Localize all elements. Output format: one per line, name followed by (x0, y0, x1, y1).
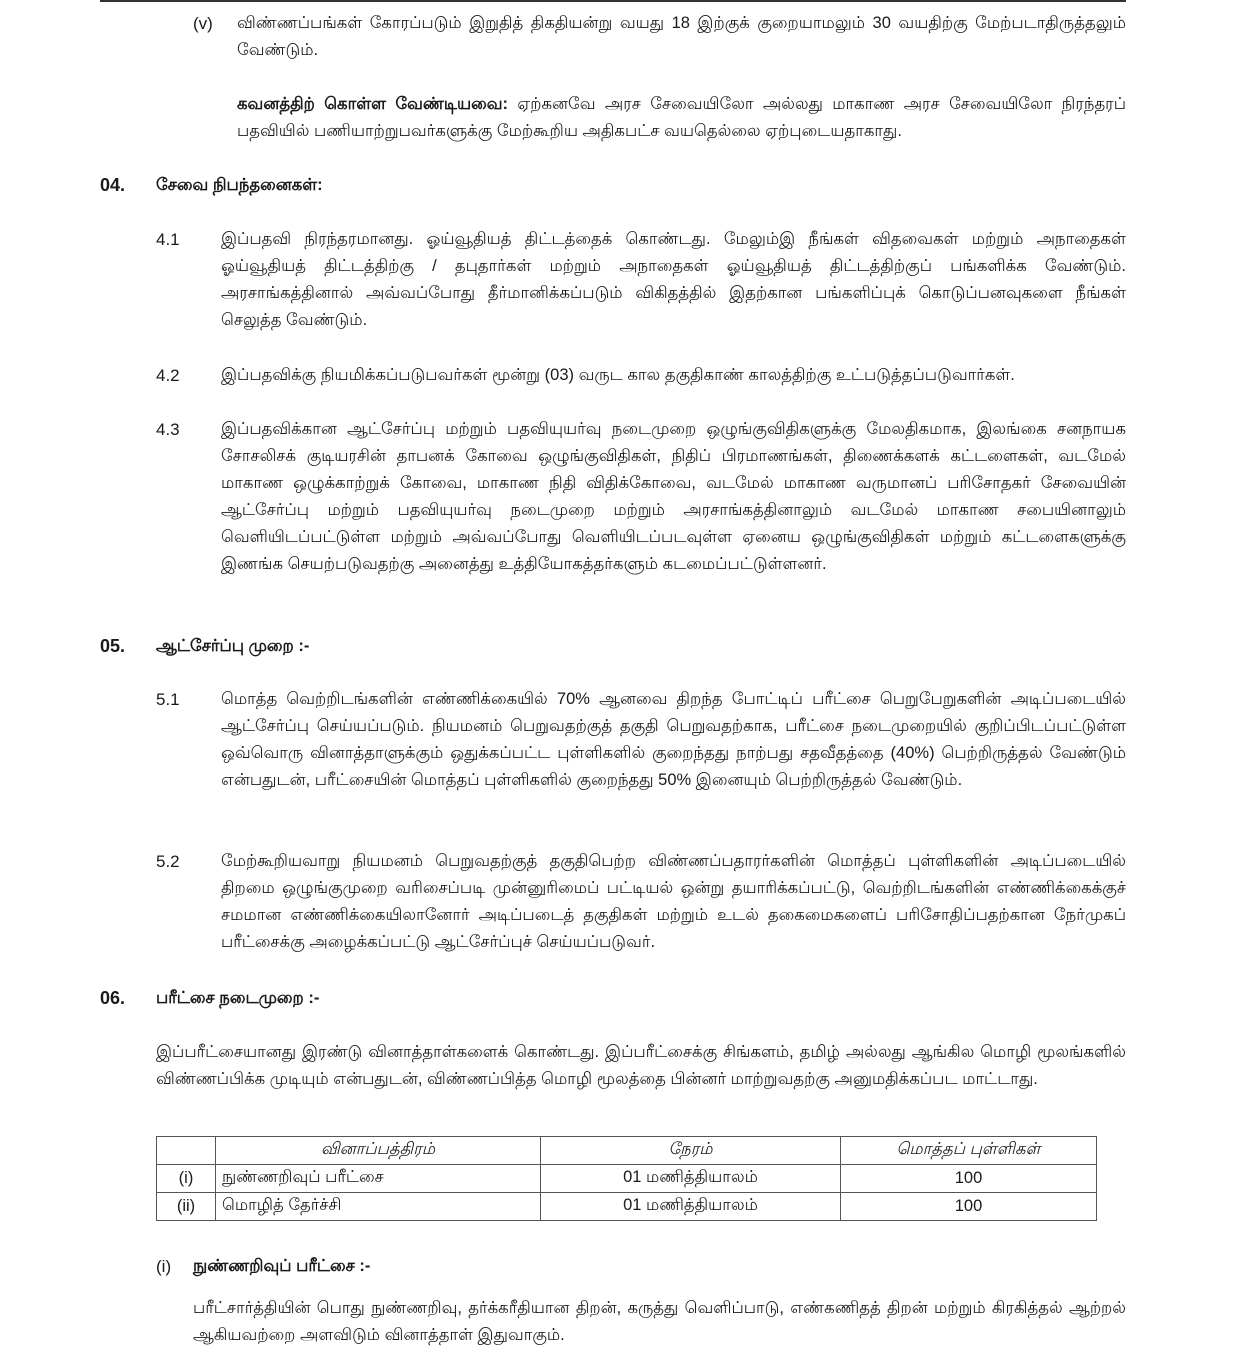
table-cell: 01 மணித்தியாலம் (541, 1193, 841, 1221)
section-06-title: பரீட்சை நடைமுறை :- (156, 989, 320, 1007)
item-v-text: விண்ணப்பங்கள் கோரப்படும் இறுதித் திகதியன்று வயது 18 இற்குக் குறையாமலும் 30 வயதிற்கு மேற்படாதிருத்தலும் வேண்டும். (237, 14, 1126, 59)
table-header-cell: நேரம் (541, 1137, 841, 1165)
table-cell: 100 (841, 1165, 1097, 1193)
table-cell: நுண்ணறிவுப் பரீட்சை (216, 1165, 541, 1193)
exam-table (156, 1136, 1097, 1221)
section-05-number: 05. (100, 636, 126, 656)
item-4-2-number: 4.2 (156, 366, 180, 385)
section-04-title: சேவை நிபந்தனைகள்: (156, 176, 323, 194)
section-05-title: ஆட்சேர்ப்பு முறை :- (156, 637, 310, 655)
section-04-number: 04. (100, 175, 126, 195)
item-5-1-text: மொத்த வெற்றிடங்களின் எண்ணிக்கையில் 70% ஆனவை திறந்த போட்டிப் பரீட்சை பெறுபேறுகளின் அடிப்படையில் ஆட்சேர்ப்பு செய்யப்படும். நியமனம் பெறுவதற்குத் தகுதி பெறுவதற்காக, பரீட்சை நடைமுறையில் குறிப்பிடப்பட்டுள்ள ஒவ்வொரு வினாத்தாளுக்கும் ஒதுக்கப்பட்ட புள்ளிகளில் குறைந்தது நாற்பது சதவீதத்தை (40%) பெற்றிருத்தல் வேண்டும் என்பதுடன், பரீட்சையின் மொத்தப் புள்ளிகளில் குறைந்தது 50% இனையும் பெற்றிருத்தல் வேண்டும். (221, 690, 1126, 789)
item-4-3-text: இப்பதவிக்கான ஆட்சேர்ப்பு மற்றும் பதவியுயர்வு நடைமுறை ஒழுங்குவிதிகளுக்கு மேலதிகமாக, இலங்கை சனநாயக சோசலிசக் குடியரசின் தாபனக் கோவை ஒழுங்குவிதிகள், நிதிப் பிரமாணங்கள், திணைக்களக் கட்டளைகள், வடமேல் மாகாண ஒழுக்காற்றுக் கோவை, மாகாண நிதி விதிக்கோவை, வடமேல் மாகாண வருமானப் பரிசோதகர் சேவையின் ஆட்சேர்ப்பு மற்றும் பதவியுயர்வு நடைமுறை மற்றும் அரசாங்கத்தினாலும் வடமேல் மாகாண சபையினாலும் வெளியிடப்பட்டுள்ள மற்றும் அவ்வப்போது வெளியிடப்படவுள்ள ஏனைய ஒழுங்குவிதிகள் மற்றும் கட்டளைகளுக்கு இணங்க செயற்படுவதற்கு அனைத்து உத்தியோகத்தர்களும் கடமைப்பட்டுள்ளனர். (221, 420, 1126, 573)
table-header-row (157, 1137, 1097, 1165)
table-header-cell: மொத்தப் புள்ளிகள் (841, 1137, 1097, 1165)
table-cell: மொழித் தேர்ச்சி (216, 1193, 541, 1221)
item-4-3-number: 4.3 (156, 420, 180, 439)
table-row (157, 1193, 1097, 1221)
subsection-i-marker: (i) (156, 1257, 172, 1276)
top-rule (100, 0, 1126, 2)
item-5-2-number: 5.2 (156, 852, 180, 871)
table-cell: (i) (157, 1165, 216, 1193)
table-cell: (ii) (157, 1193, 216, 1221)
section-06-intro: இப்பரீட்சையானது இரண்டு வினாத்தாள்களைக் கொண்டது. இப்பரீட்சைக்கு சிங்களம், தமிழ் அல்லது ஆங்கில மொழி மூலங்களில் விண்ணப்பிக்க முடியும் என்பதுடன், விண்ணப்பித்த மொழி மூலத்தை பின்னர் மாற்றுவதற்கு அனுமதிக்கப்பட மாட்டாது. (156, 1043, 1126, 1088)
item-v-marker: (v) (193, 14, 213, 33)
subsection-i-title: நுண்ணறிவுப் பரீட்சை :- (193, 1257, 371, 1275)
note-label: கவனத்திற் கொள்ள வேண்டியவை: (237, 95, 509, 113)
table-header-cell: வினாப்பத்திரம் (216, 1137, 541, 1165)
section-06-number: 06. (100, 988, 126, 1008)
table-row (157, 1165, 1097, 1193)
item-4-1-text: இப்பதவி நிரந்தரமானது. ஓய்வூதியத் திட்டத்தைக் கொண்டது. மேலும்இ நீங்கள் விதவைகள் மற்றும் அநாதைகள் ஓய்வூதியத் திட்டத்திற்கு / தபுதார்கள் மற்றும் அநாதைகள் ஓய்வூதியத் திட்டத்திற்குப் பங்களிக்க வேண்டும். அரசாங்கத்தினால் அவ்வப்போது தீர்மானிக்கப்படும் விகிதத்தில் இதற்கான பங்களிப்புக் கொடுப்பனவுகளை நீங்கள் செலுத்த வேண்டும். (221, 230, 1126, 329)
note-text: ஏற்கனவே அரச சேவையிலோ அல்லது மாகாண அரச சேவையிலோ நிரந்தரப் பதவியில் பணியாற்றுபவர்களுக்கு மேற்கூறிய அதிகபட்ச வயதெல்லை ஏற்புடையதாகாது. (237, 95, 1126, 140)
note-paragraph (237, 91, 1126, 145)
item-4-1-number: 4.1 (156, 230, 180, 249)
item-4-2-text: இப்பதவிக்கு நியமிக்கப்படுபவர்கள் மூன்று (03) வருட கால தகுதிகாண் காலத்திற்கு உட்படுத்தப்படுவார்கள். (221, 366, 1015, 384)
table-cell: 100 (841, 1193, 1097, 1221)
subsection-i-text: பரீட்சார்த்தியின் பொது நுண்ணறிவு, தர்க்கரீதியான திறன், கருத்து வெளிப்பாடு, எண்கணிதத் திறன் மற்றும் கிரகித்தல் ஆற்றல் ஆகியவற்றை அளவிடும் வினாத்தாள் இதுவாகும். (193, 1299, 1126, 1344)
table-cell: 01 மணித்தியாலம் (541, 1165, 841, 1193)
item-5-2-text: மேற்கூறியவாறு நியமனம் பெறுவதற்குத் தகுதிபெற்ற விண்ணப்பதாரர்களின் மொத்தப் புள்ளிகளின் அடிப்படையில் திறமை ஒழுங்குமுறை வரிசைப்படி முன்னுரிமைப் பட்டியல் ஒன்று தயாரிக்கப்பட்டு, வெற்றிடங்களின் எண்ணிக்கைக்குச் சமமான எண்ணிக்கையிலானோர் அடிப்படைத் தகுதிகள் மற்றும் உடல் தகைமைகளைப் பரிசோதிப்பதற்கான நேர்முகப் பரீட்சைக்கு அழைக்கப்பட்டு ஆட்சேர்ப்புச் செய்யப்படுவர். (221, 852, 1126, 951)
table-header-cell (157, 1137, 216, 1165)
item-5-1-number: 5.1 (156, 690, 180, 709)
